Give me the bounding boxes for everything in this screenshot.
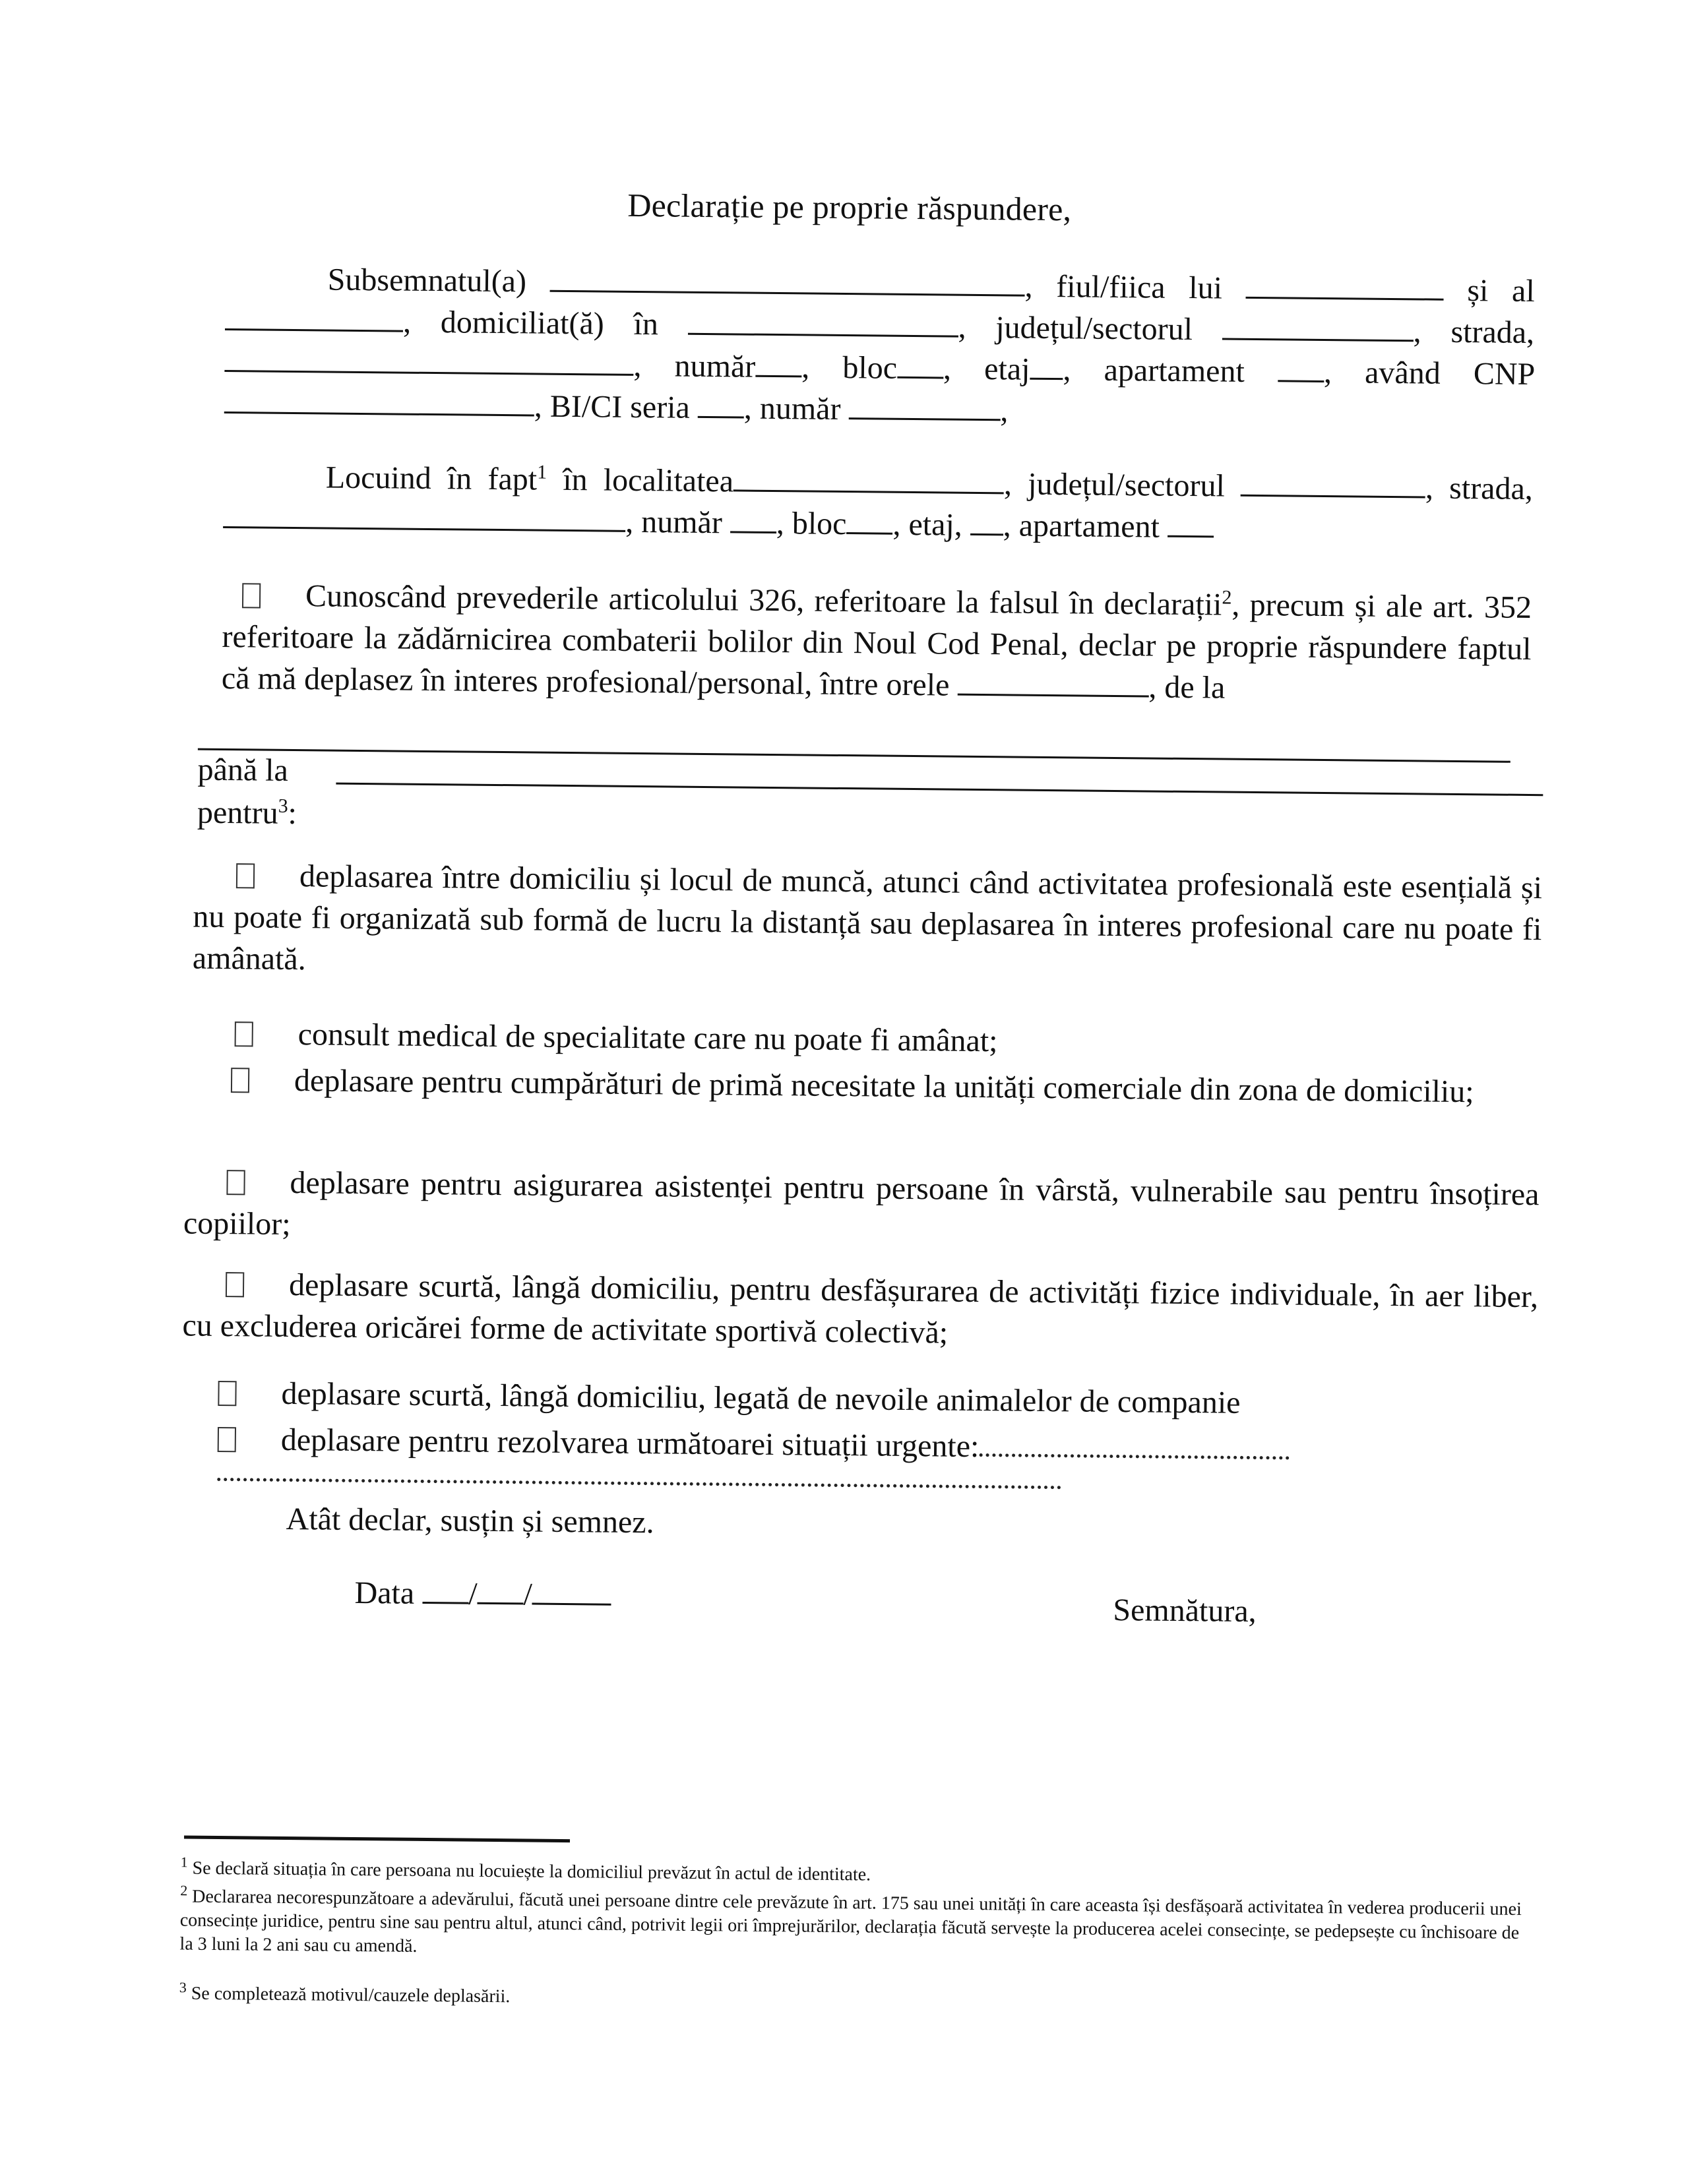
declaration-paragraph [222,574,1532,712]
declaration-checkbox[interactable] [242,583,261,608]
footnote-2-number: 2 [180,1882,188,1899]
fiul-label: , fiul/fiica lui [1024,268,1223,306]
urgent-situation-field[interactable] [979,1431,1289,1460]
actual-apartment-field[interactable] [1168,509,1214,538]
footnote-3-number: 3 [179,1979,187,1996]
id-number-field[interactable] [848,391,1000,421]
numar-label-2: , număr [625,504,723,541]
father-name-field[interactable] [1246,270,1444,301]
residence-paragraph [223,456,1533,551]
date-label: Data [354,1575,415,1611]
locuind-label: Locuind în fapt [325,460,538,497]
etaj-label-2: , etaj, [892,506,963,543]
urgent-situation-continuation[interactable] [217,1472,1061,1492]
option-2-label: consult medical de specialitate care nu poate fi amânat; [297,1017,998,1059]
footnote-ref-1: 1 [537,461,547,483]
id-series-field[interactable] [698,390,744,419]
footnote-separator [184,1835,570,1842]
footnote-ref-3: 3 [278,795,288,817]
footnote-1-number: 1 [180,1854,188,1871]
option-7 [181,1418,1538,1472]
date-day-field[interactable] [422,1575,468,1604]
colon: : [288,795,297,832]
number-field[interactable] [755,349,801,378]
option-1 [193,855,1543,992]
judetul-label: , județul/sectorul [958,309,1193,348]
footnote-2-text: Declararea necorespunzătoare a adevărului, făcută unei persoane dintre cele prevăzute în art. 175 sau unei unități în care aceasta își desfășoară activitatea în vederea producerii unei consecințe juridice, pentru sine sau pentru altul, atunci când, potrivit legii ori împrejurărilor, declarația făcută servește la producerea acelei consecințe, se pedepsește cu închisoare de la 3 luni la 2 ani sau cu amendă. [179,1886,1522,1957]
bloc-label: , bloc [801,349,898,386]
de-la-label: , de la [1148,669,1226,706]
numar-label: , număr [633,348,756,384]
option-2 [191,1013,1541,1068]
street-field[interactable] [224,344,633,376]
county-field[interactable] [1222,311,1414,342]
footnote-3-text: Se completează motivul/cauzele deplasării. [191,1983,511,2007]
footnote-3 [179,1979,1528,2018]
urgent-situation-field-2[interactable] [217,1478,1061,1489]
floor-field[interactable] [1030,351,1063,380]
cnp-label: , având CNP [1323,354,1534,392]
footnote-ref-2: 2 [1222,586,1232,609]
actual-floor-field[interactable] [970,507,1003,535]
actual-number-field[interactable] [730,504,776,533]
option-3-label: deplasare pentru cumpărături de primă necesitate la unități comerciale din zona de domiciliu; [294,1063,1474,1110]
closing-statement: Atât declar, susțin și semnez. [286,1501,654,1540]
option-5-checkbox[interactable] [226,1272,244,1297]
block-field[interactable] [897,350,943,379]
si-al-label: și al [1467,273,1535,309]
option-5 [182,1263,1538,1359]
option-5-label: deplasare scurtă, lângă domiciliu, pentru desfășurarea de activități fizice individuale, în aer liber, cu excluderea oricărei forme de activitate sportivă colectivă; [182,1267,1539,1350]
date-row [354,1575,611,1614]
apartment-field[interactable] [1278,353,1324,382]
date-year-field[interactable] [532,1577,611,1606]
identity-paragraph [224,258,1535,437]
option-1-checkbox[interactable] [236,863,255,888]
actual-locality-field[interactable] [733,463,1004,494]
localitatea-label: în localitatea [546,462,734,499]
footnote-1-text: Se declară situația în care persoana nu locuiește la domiciliul prevăzut în actul de identitate. [192,1858,871,1885]
date-month-field[interactable] [477,1576,523,1605]
declaration-text-1: Cunoscând prevederile articolului 326, referitoare la falsul în declarații [305,578,1222,622]
option-6-checkbox[interactable] [218,1381,236,1406]
declaration-text-2: , precum și ale art. 352 referitoare la zădărnicirea combaterii bolilor din Noul Cod Penal, declar pe proprie răspundere faptul că mă deplasez în interes profesional/personal, între orele [221,587,1532,703]
option-1-label: deplasarea între domiciliu și locul de muncă, atunci când activitatea profesională este esențială și nu poate fi organizată sub formă de lucru la distanță sau deplasarea în interes profesional care nu poate fi amânată. [192,859,1543,977]
cnp-field[interactable] [224,385,534,417]
option-4-label: deplasare pentru asigurarea asistenței pentru persoane în vârstă, vulnerabile sau pentru însoțirea copiilor; [183,1165,1540,1242]
name-field[interactable] [550,264,1025,297]
option-7-label: deplasare pentru rezolvarea următoarei situații urgente: [280,1422,980,1465]
pana-la-label: până la [197,752,289,788]
hours-field[interactable] [957,667,1148,698]
option-4 [183,1161,1540,1257]
option-6 [181,1372,1538,1426]
actual-block-field[interactable] [846,506,892,535]
date-separator: / [523,1577,533,1612]
date-separator: / [468,1576,478,1612]
option-3 [188,1058,1541,1113]
option-4-checkbox[interactable] [226,1170,245,1195]
domiciliat-label: , domiciliat(ă) în [402,304,659,342]
strada-label-2: , strada, [1425,470,1534,507]
etaj-label: , etaj [943,351,1030,387]
comma: , [1000,393,1009,429]
mother-name-field[interactable] [225,302,403,332]
judetul-label-2: , județul/sectorul [1003,466,1226,504]
subsemnatul-label: Subsemnatul(a) [327,262,527,299]
locality-field[interactable] [687,307,958,338]
pentru-label: pentru [197,795,278,831]
strada-label: , strada, [1413,314,1535,351]
option-7-checkbox[interactable] [218,1427,236,1452]
actual-street-field[interactable] [223,500,625,532]
apartament-label: , apartament [1063,352,1245,389]
numar2-label: , număr [743,390,841,427]
apartament-label-2: , apartament [1003,508,1160,545]
actual-county-field[interactable] [1241,468,1425,499]
option-2-checkbox[interactable] [235,1021,253,1046]
bici-label: , BI/CI seria [534,388,691,425]
bloc-label-2: , bloc [776,506,847,542]
signature-label: Semnătura, [1113,1592,1257,1629]
option-6-label: deplasare scurtă, lângă domiciliu, legată de nevoile animalelor de companie [281,1376,1241,1420]
option-3-checkbox[interactable] [231,1068,249,1093]
document-title: Declarație pe proprie răspundere, [627,186,1072,228]
footnote-2 [179,1882,1529,1969]
